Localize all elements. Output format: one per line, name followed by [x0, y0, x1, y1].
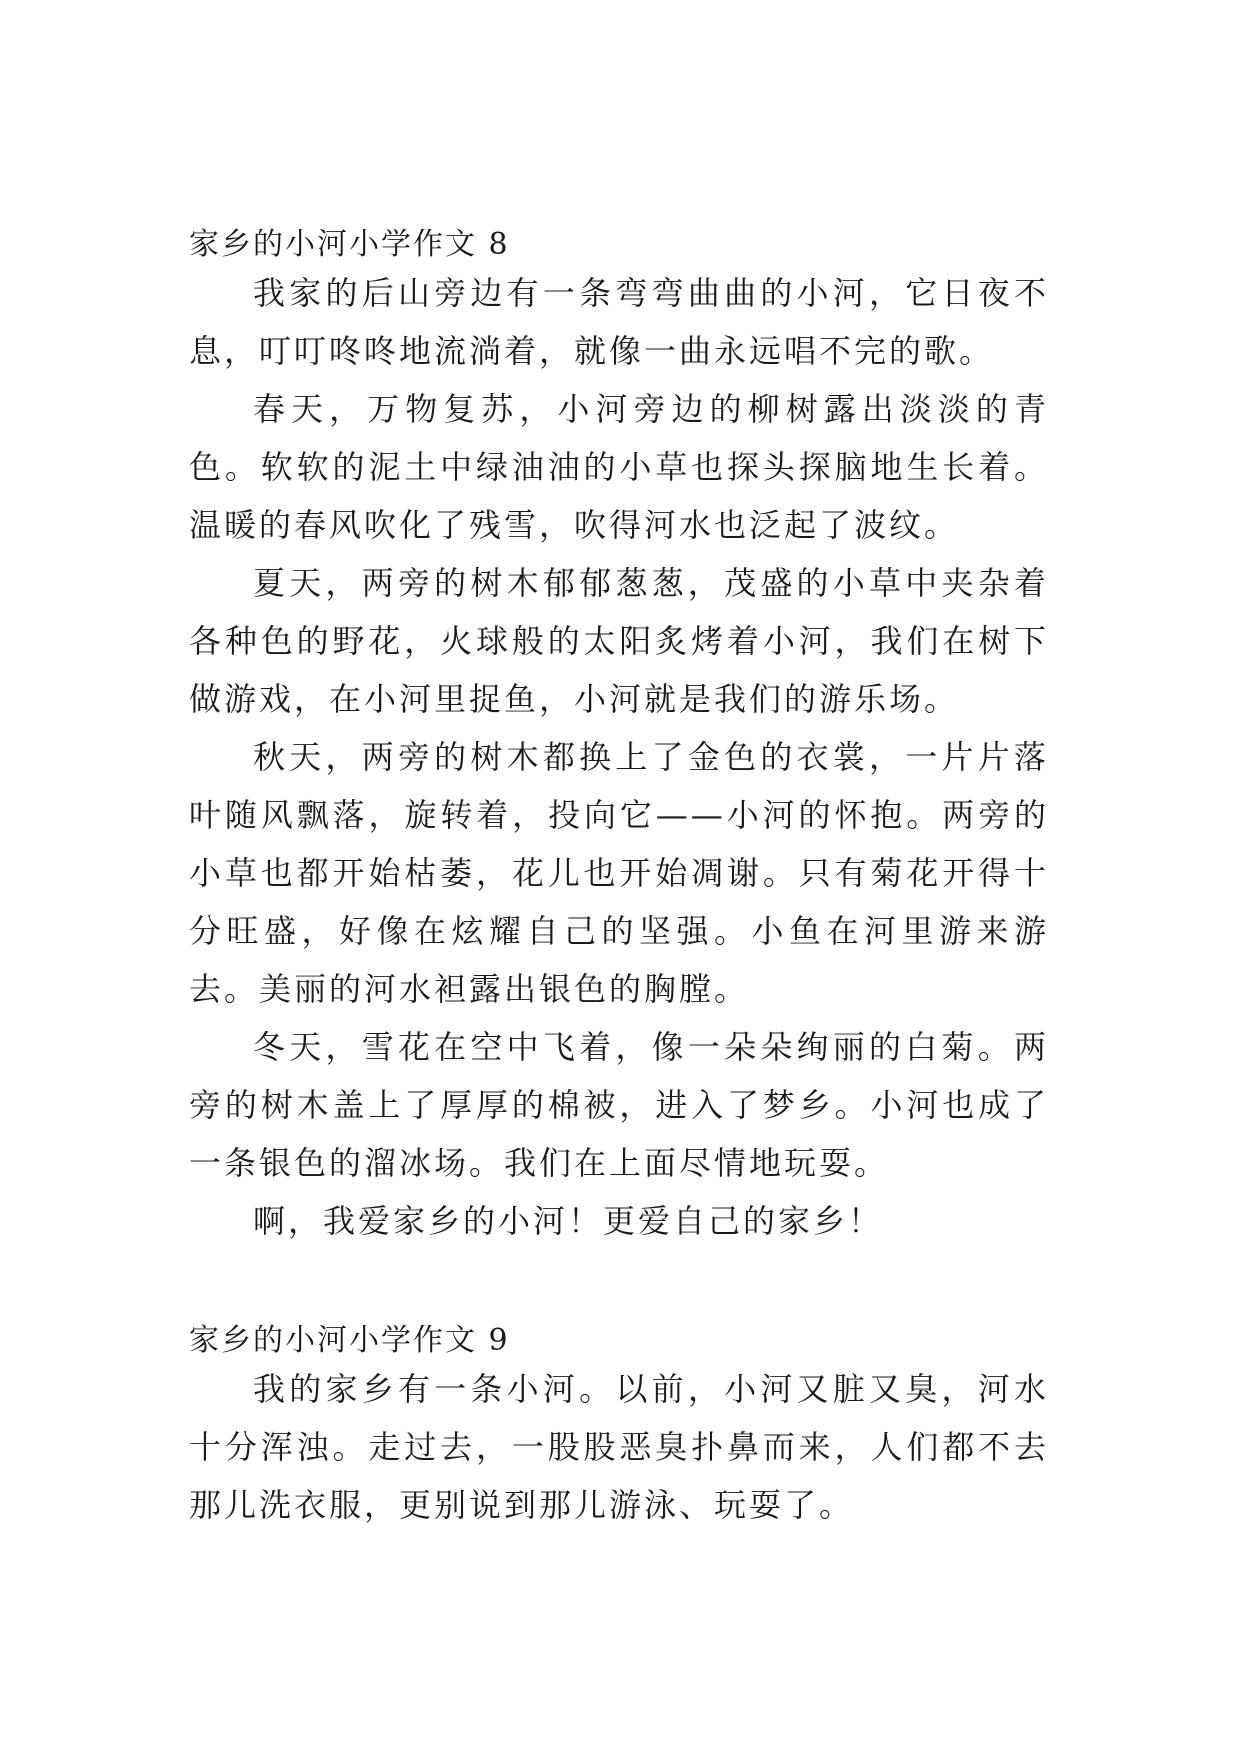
- essay-paragraph: 夏天，两旁的树木郁郁葱葱，茂盛的小草中夹杂着各种色的野花，火球般的太阳炙烤着小河，我们在树下做游戏，在小河里捉鱼，小河就是我们的游乐场。: [189, 564, 1049, 718]
- essay-paragraph: 春天，万物复苏，小河旁边的柳树露出淡淡的青色。软软的泥土中绿油油的小草也探头探脑地生长着。温暖的春风吹化了残雪，吹得河水也泛起了波纹。: [189, 390, 1049, 544]
- essay-paragraph: 秋天，两旁的树木都换上了金色的衣裳，一片片落叶随风飘落，旋转着，投向它——小河的怀抱。两旁的小草也都开始枯萎，花儿也开始凋谢。只有菊花开得十分旺盛，好像在炫耀自己的坚强。小鱼在河里游来游去。美丽的河水袒露出银色的胸膛。: [189, 738, 1049, 1008]
- essay-paragraph: 我的家乡有一条小河。以前，小河又脏又臭，河水十分浑浊。走过去，一股股恶臭扑鼻而来，人们都不去那儿洗衣服，更别说到那儿游泳、玩耍了。: [189, 1370, 1049, 1524]
- essay-paragraph: 我家的后山旁边有一条弯弯曲曲的小河，它日夜不息，叮叮咚咚地流淌着，就像一曲永远唱不完的歌。: [189, 274, 1049, 370]
- essay-heading: 家乡的小河小学作文 8: [189, 227, 510, 262]
- essay-paragraph: 啊，我爱家乡的小河！更爱自己的家乡！: [253, 1202, 884, 1240]
- essay-section-9: [189, 1322, 1049, 1534]
- essay-paragraph: 冬天，雪花在空中飞着，像一朵朵绚丽的白菊。两旁的树木盖上了厚厚的棉被，进入了梦乡。小河也成了一条银色的溜冰场。我们在上面尽情地玩耍。: [189, 1028, 1049, 1182]
- essay-heading: 家乡的小河小学作文 9: [189, 1323, 510, 1358]
- essay-section-8: [189, 226, 1049, 1250]
